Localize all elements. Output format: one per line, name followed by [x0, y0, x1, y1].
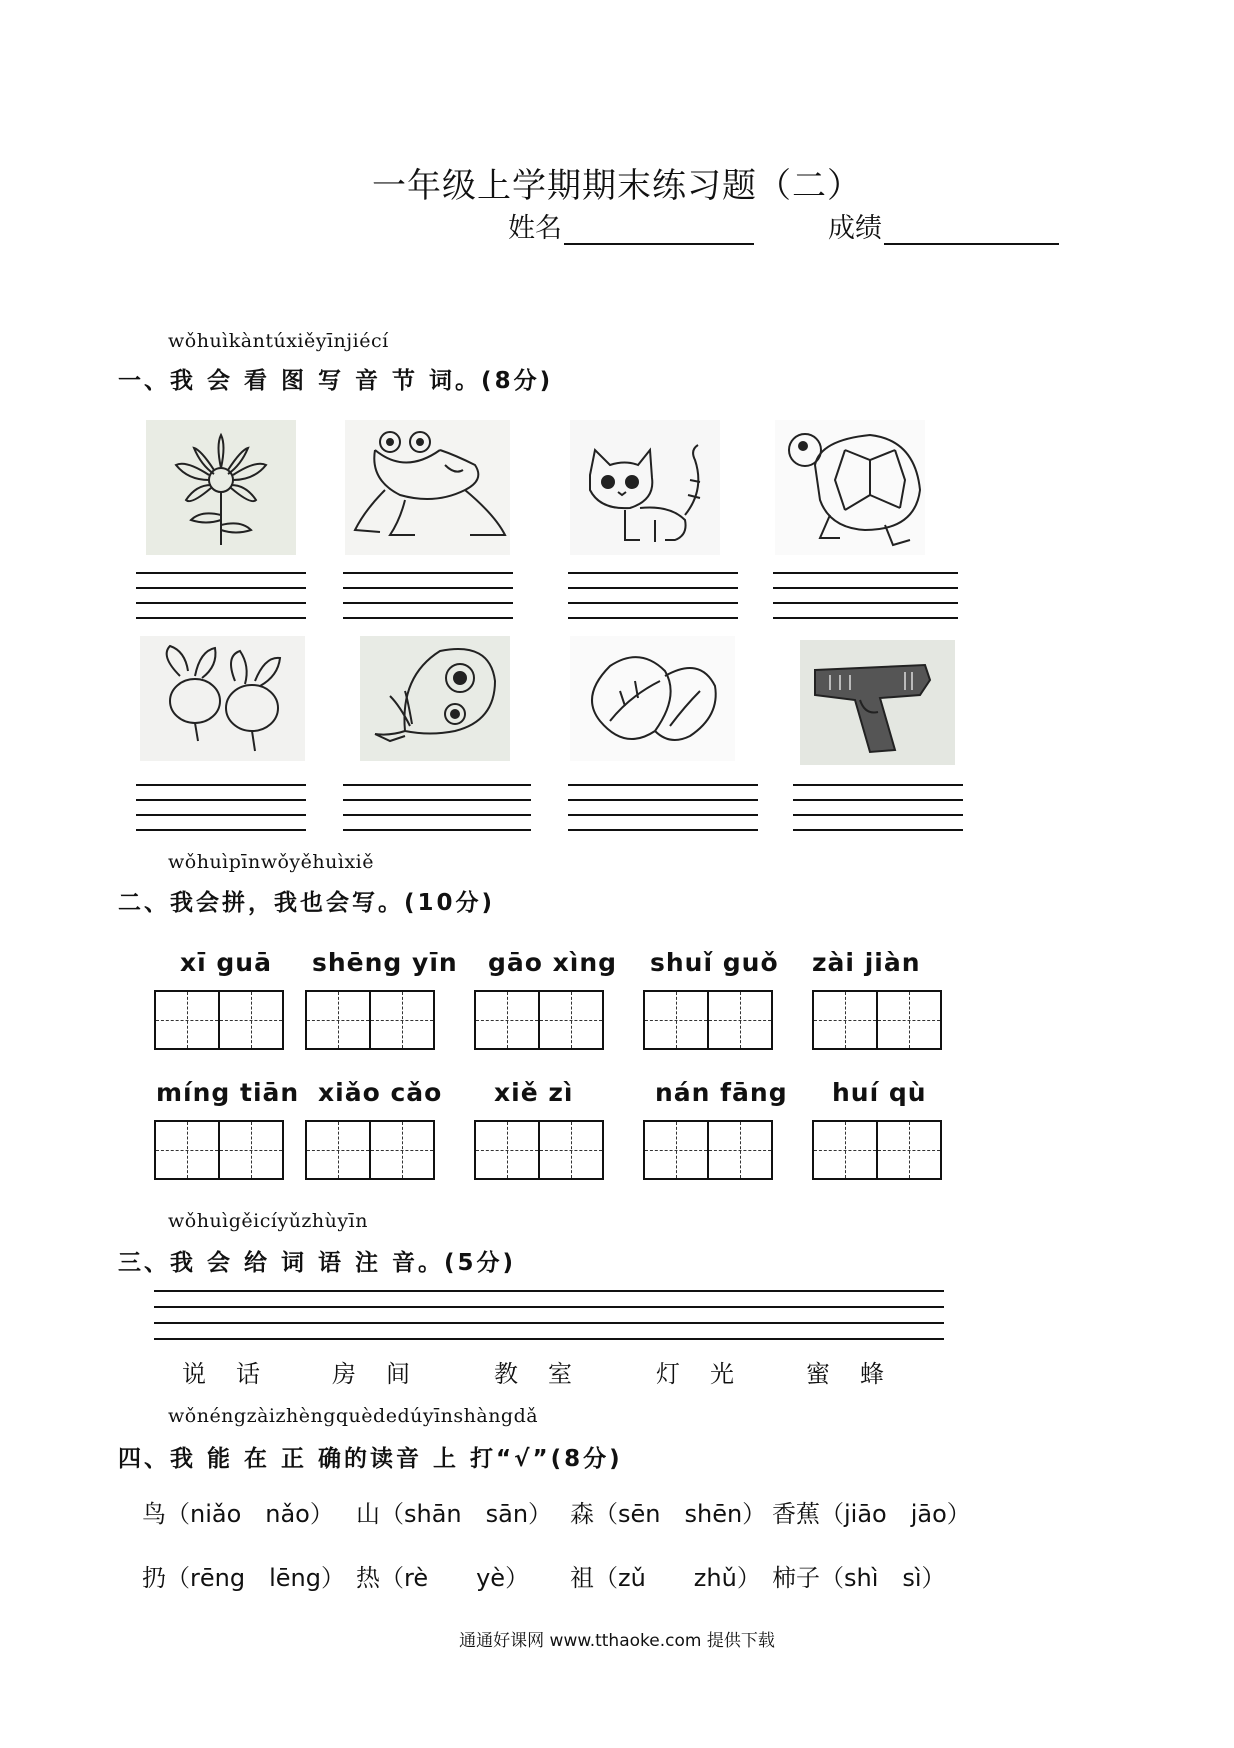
page-footer: 通通好课网 www.tthaoke.com 提供下载 — [459, 1631, 775, 1651]
writing-grid[interactable] — [643, 1120, 773, 1180]
writing-grid[interactable] — [474, 1120, 604, 1180]
pinyin-prompt: nán fāng — [655, 1078, 788, 1107]
frog-icon — [345, 420, 510, 555]
pinyin-prompt: gāo xìng — [488, 948, 618, 977]
writing-grid[interactable] — [305, 990, 435, 1050]
butterfly-icon — [360, 636, 510, 761]
reading-choice[interactable]: 热（rè yè） — [356, 1564, 530, 1592]
word-item: 房间 — [332, 1360, 440, 1388]
answer-lines[interactable] — [793, 784, 963, 844]
writing-grid[interactable] — [305, 1120, 435, 1180]
answer-lines[interactable] — [568, 784, 758, 844]
writing-grid[interactable] — [812, 990, 942, 1050]
score-field — [828, 206, 1059, 245]
section2-pinyin-hint: wǒhuìpīnwǒyěhuìxiě — [168, 851, 374, 873]
answer-lines[interactable] — [343, 572, 513, 632]
answer-lines[interactable] — [773, 572, 958, 632]
writing-grid[interactable] — [474, 990, 604, 1050]
pinyin-prompt: xiǎo cǎo — [318, 1078, 443, 1107]
section4-pinyin-hint: wǒnéngzàizhèngquèdedúyīnshàngdǎ — [168, 1405, 539, 1427]
reading-choice[interactable]: 扔（rēng lēng） — [142, 1564, 345, 1592]
writing-grid[interactable] — [643, 990, 773, 1050]
word-item: 说话 — [182, 1360, 290, 1388]
pinyin-answer-lines[interactable] — [154, 1290, 944, 1340]
kitten-icon — [570, 420, 720, 555]
section3-pinyin-hint: wǒhuìgěicíyǔzhùyīn — [168, 1210, 368, 1232]
name-input-line[interactable] — [564, 213, 754, 245]
reading-choice[interactable]: 山（shān sān） — [356, 1500, 553, 1528]
answer-lines[interactable] — [136, 784, 306, 844]
reading-choice[interactable]: 祖（zǔ zhǔ） — [570, 1564, 761, 1592]
chrysanthemum-icon — [146, 420, 296, 555]
cabbage-icon — [570, 636, 735, 761]
answer-lines[interactable] — [568, 572, 738, 632]
section3-heading: 三、我 会 给 词 语 注 音。(5分) — [118, 1250, 517, 1276]
answer-lines[interactable] — [343, 784, 531, 844]
section1-heading: 一、我 会 看 图 写 音 节 词。(8分) — [118, 368, 554, 394]
section4-heading: 四、我 能 在 正 确的读音 上 打“√”(8分) — [118, 1446, 623, 1472]
section2-heading: 二、我会拼，我也会写。(10分) — [118, 890, 496, 916]
reading-choice[interactable]: 香蕉（jiāo jāo） — [772, 1500, 971, 1528]
reading-choice[interactable]: 森（sēn shēn） — [570, 1500, 767, 1528]
section1-pinyin-hint: wǒhuìkàntúxiěyīnjiécí — [168, 330, 389, 352]
word-item: 教室 — [494, 1360, 602, 1388]
reading-choice[interactable]: 鸟（niǎo nǎo） — [142, 1500, 334, 1528]
name-label: 姓名 — [508, 213, 562, 244]
word-item: 灯光 — [656, 1360, 764, 1388]
score-label: 成绩 — [828, 213, 882, 244]
pinyin-prompt: zài jiàn — [812, 948, 921, 977]
name-field — [508, 206, 754, 245]
pinyin-prompt: xī guā — [180, 948, 272, 977]
writing-grid[interactable] — [812, 1120, 942, 1180]
turtle-icon — [775, 420, 925, 555]
pinyin-prompt: shēng yīn — [312, 948, 458, 977]
pinyin-prompt: xiě zì — [494, 1078, 574, 1107]
writing-grid[interactable] — [154, 1120, 284, 1180]
pinyin-prompt: míng tiān — [156, 1078, 300, 1107]
score-input-line[interactable] — [884, 213, 1059, 245]
page-title: 一年级上学期期末练习题（二） — [372, 166, 862, 206]
pistol-icon — [800, 640, 955, 765]
pinyin-prompt: shuǐ guǒ — [650, 948, 779, 977]
word-item: 蜜蜂 — [806, 1360, 914, 1388]
pinyin-prompt: huí qù — [832, 1078, 927, 1107]
writing-grid[interactable] — [154, 990, 284, 1050]
reading-choice[interactable]: 柿子（shì sì） — [772, 1564, 946, 1592]
answer-lines[interactable] — [136, 572, 306, 632]
radish-icon — [140, 636, 305, 761]
